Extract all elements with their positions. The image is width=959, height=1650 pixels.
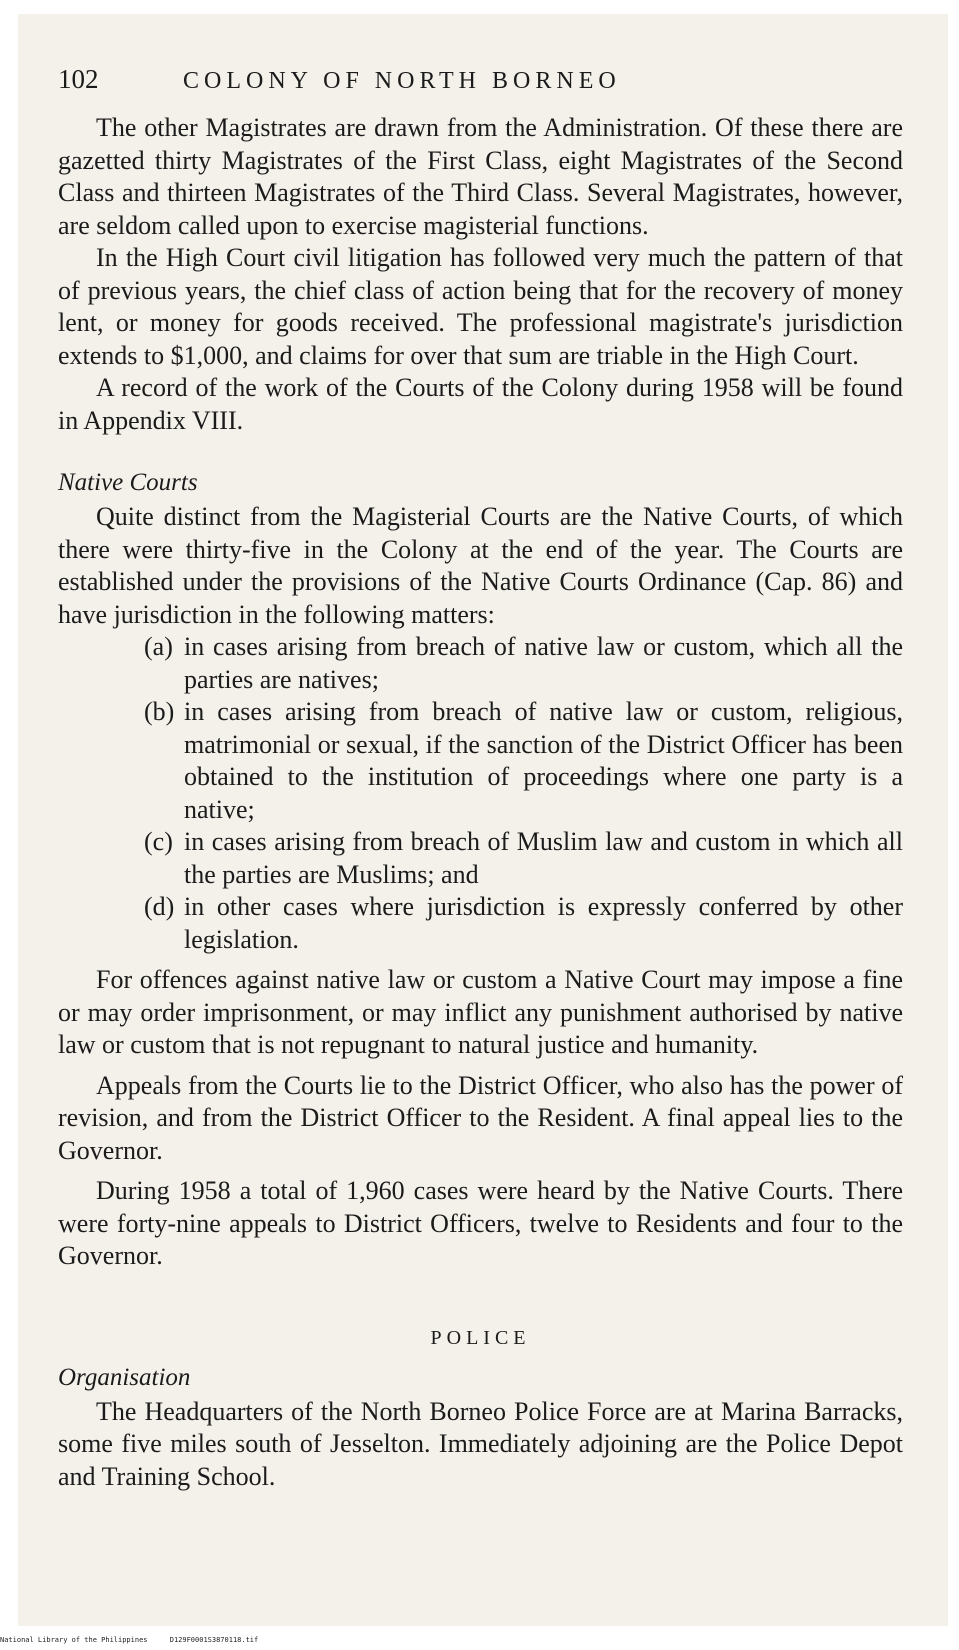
- running-title: COLONY OF NORTH BORNEO: [183, 68, 621, 94]
- document-page: [18, 14, 948, 1626]
- list-item-text: in cases arising from breach of Muslim law and custom in which all the parties are Muslims; and: [184, 827, 903, 889]
- list-item: [58, 631, 903, 696]
- spacer: [58, 956, 903, 964]
- list-item-marker: (b): [144, 697, 175, 726]
- list-item-text: in cases arising from breach of native law or custom, religious, matrimonial or sexual, if the sanction of the District Officer has been obtained to the institution of proceedings where one party is a native;: [184, 697, 903, 824]
- spacer: [58, 1167, 903, 1175]
- page-number: 102: [58, 64, 99, 94]
- footer-library: National Library of the Philippines: [0, 1636, 148, 1644]
- paragraph-police-headquarters: The Headquarters of the North Borneo Police Force are at Marina Barracks, some five miles south of Jesselton. Immediately adjoining are the Police Depot and Training School.: [58, 1396, 903, 1491]
- list-item-marker: (d): [144, 892, 175, 921]
- list-item-text: in other cases where jurisdiction is expressly conferred by other legislation.: [184, 892, 903, 954]
- list-item-marker: (c): [144, 827, 173, 856]
- paragraph-appendix-record: A record of the work of the Courts of the Colony during 1958 will be found in Appendix VIII.: [58, 373, 903, 435]
- page-header: [58, 64, 903, 112]
- scan-footer: [0, 1636, 258, 1644]
- list-item-text: in cases arising from breach of native law or custom, which all the parties are natives;: [184, 632, 903, 694]
- page-content: [58, 64, 903, 1493]
- section-heading-native-courts: Native Courts: [58, 469, 198, 496]
- spacer: [58, 1062, 903, 1070]
- paragraph-offences: For offences against native law or custom a Native Court may impose a fine or may order imprisonment, or may inflict any punishment authorised by native law or custom that is not repugnant to natural justice and humanity.: [58, 965, 903, 1059]
- paragraph-appeals: Appeals from the Courts lie to the District Officer, who also has the power of revision, and from the District Officer to the Resident. A final appeal lies to the Governor.: [58, 1070, 903, 1165]
- section-heading-police: POLICE: [430, 1326, 531, 1349]
- paragraph-high-court: In the High Court civil litigation has followed very much the pattern of that of previous years, the chief class of action being that for the recovery of money lent, or money for goods received. The professional magistrate's jurisdiction extends to $1,000, and claims for over that sum are triable in the High Court.: [58, 243, 903, 370]
- paragraph-cases-heard: During 1958 a total of 1,960 cases were heard by the Native Courts. There were forty-nine appeals to District Officers, twelve to Residents and four to the Governor.: [58, 1176, 903, 1270]
- footer-file: D129F0001S3870118.tif: [169, 1636, 259, 1644]
- paragraph-magistrates: The other Magistrates are drawn from the Administration. Of these there are gazetted thirty Magistrates of the First Class, eight Magistrates of the Second Class and thirteen Magistrates of the Third Class. Several Magistrates, however, are seldom called upon to exercise magisterial functions.: [58, 113, 903, 240]
- jurisdiction-list: [58, 631, 903, 956]
- paragraph-native-courts-intro: Quite distinct from the Magisterial Courts are the Native Courts, of which there were thirty-five in the Colony at the end of the year. The Courts are established under the provisions of the Native Courts Ordinance (Cap. 86) and have jurisdiction in the following matters:: [58, 502, 903, 629]
- list-item-marker: (a): [144, 632, 173, 661]
- subheading-organisation: Organisation: [58, 1363, 191, 1391]
- list-item: [58, 696, 903, 826]
- list-item: [58, 826, 903, 891]
- list-item: [58, 891, 903, 956]
